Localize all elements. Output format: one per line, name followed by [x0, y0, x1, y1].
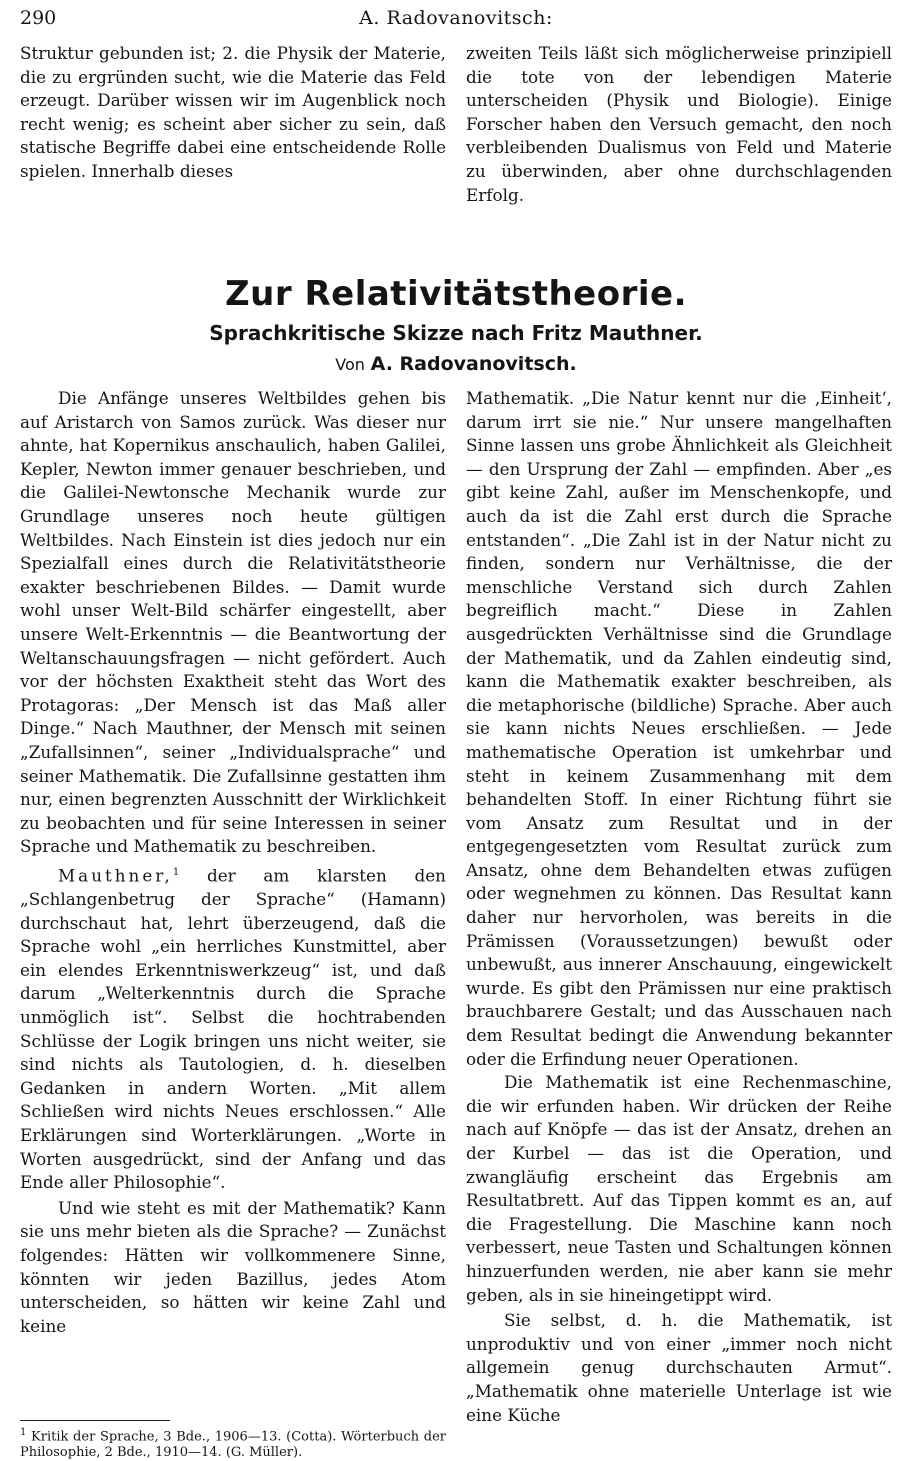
left-column	[20, 387, 446, 1461]
running-head	[20, 6, 892, 42]
footnote-rule	[20, 1420, 170, 1421]
article-author: A. Radovanovitsch.	[370, 353, 577, 375]
continued-left-column	[20, 42, 446, 234]
paragraph: Mathematik. „Die Natur kennt nur die ‚Einheit‘, darum irrt sie nie.“ Nur unsere mangelhaften Sinne lassen uns grobe Ähnlichkeit als Gleichheit — den Ursprung der Zahl — empfinden. Aber „es gibt keine Zahl, außer im Menschenkopfe, und auch da ist die Zahl erst durch die Sprache entstanden“. „Die Zahl ist in der Natur nicht zu finden, sondern nur Verhältnisse, die der menschliche Verstand sich durch Zahlen begreiflich macht.“ Diese in Zahlen ausgedrückten Verhältnisse sind die Grundlage der Mathematik, und da Zahlen eindeutig sind, kann die Mathematik exakter beschreiben, als die metaphorische (bildliche) Sprache. Aber auch sie kann nichts Neues erschließen. — Jede mathematische Operation ist umkehrbar und steht in keinem Zusammenhang mit dem behandelten Stoff. In einer Richtung führt sie vom Ansatz zum Resultat und in der entgegengesetzten vom Resultat zurück zum Ansatz, ohne dem Behandelten etwas zufügen oder wegnehmen zu können. Das Resultat kann daher nur hervorholen, was bereits in die Prämissen (Voraussetzungen) bewußt oder unbewußt, aus innerer Anschauung, eingewickelt wurde. Es gibt den Prämissen nur eine praktisch brauchbarere Gestalt; und das Ausschauen nach dem Resultat bedingt die Anwendung bekannter oder die Erfindung neuer Operationen.	[466, 388, 892, 1069]
paragraph-text: der am klarsten den „Schlangenbetrug der Sprache“ (Hamann) durchschaut hat, lehrt überzeugend, daß die Sprache wohl „ein herrliches Kunstmittel, aber ein elendes Erkenntniswerkzeug“ ist, und daß darum „Welterkenntnis durch die Sprache unmöglich ist“. Selbst die hochtrabenden Schlüsse der Logik bringen uns nicht weiter, sie sind nichts als Tautologien, d. h. dieselben Gedanken in andern Worten. „Mit allem Schließen wird nichts Neues erschlossen.“ Alle Erklärungen sind Worterklärungen. „Worte in Worten ausgedrückt, sind der Anfang und das Ende aller Philosophie“.	[20, 865, 446, 1193]
article-title: Zur Relativitätstheorie.	[225, 274, 687, 314]
footnote	[20, 1425, 446, 1461]
byline-von: Von	[335, 355, 365, 374]
article-byline	[20, 350, 892, 379]
article-heading	[20, 272, 892, 379]
author-name: Mauthner,	[58, 865, 173, 886]
paragraph: Sie selbst, d. h. die Mathematik, ist unproduktiv und von einer „immer noch nicht allgemein genug durchschauten Armut“. „Mathematik ohne materielle Unterlage ist wie eine Küche	[466, 1310, 892, 1425]
paragraph: Und wie steht es mit der Mathematik? Kann sie uns mehr bieten als die Sprache? — Zunächst folgendes: Hätten wir vollkommenere Sinne, könnten wir jeden Bazillus, jedes Atom unterscheiden, so hätten wir keine Zahl und keine	[20, 1197, 446, 1336]
page-number: 290	[20, 7, 57, 29]
continued-left-paragraph: Struktur gebunden ist; 2. die Physik der Materie, die zu ergründen sucht, wie die Materie das Feld erzeugt. Darüber wissen wir im Augenblick noch recht wenig; es scheint aber sicher zu sein, daß statische Begriffe dabei eine entscheidende Rolle spielen. Innerhalb dieses	[20, 43, 446, 181]
continued-right-paragraph: zweiten Teils läßt sich möglicherweise prinzipiell die tote von der lebendigen Materie unterscheiden (Physik und Biologie). Einige Forscher haben den Versuch gemacht, den noch verbleibenden Dualismus von Feld und Materie zu überwinden, aber ohne durchschlagenden Erfolg.	[466, 43, 892, 205]
left-column-text	[20, 387, 446, 1402]
paragraph: Die Anfänge unseres Weltbildes gehen bis auf Aristarch von Samos zurück. Was dieser nur ahnte, hat Kopernikus anschaulich, haben Galilei, Kepler, Newton immer genauer beschrieben, und die Galilei-Newtonsche Mechanik wurde zur Grundlage unseres noch heute gültigen Weltbildes. Nach Einstein ist dies jedoch nur ein Spezialfall eines durch die Relativitätstheorie exakter beschriebenen Bildes. — Damit wurde wohl unser Welt-Bild schärfer eingestellt, aber unsere Welt-Erkenntnis — die Beantwortung der Weltanschauungsfragen — nicht gefördert. Auch vor der höchsten Exaktheit steht das Wort des Protagoras: „Der Mensch ist das Maß aller Dinge.“ Nach Mauthner, der Mensch mit seinen „Zufallsinnen“, seiner „Individualsprache“ und seiner Mathematik. Die Zufallsinne gestatten ihm nur, einen begrenzten Ausschnitt der Wirklichkeit zu beobachten und für seine Interessen in seiner Sprache und Mathematik zu beschreiben.	[20, 388, 446, 857]
continued-right-column	[466, 42, 892, 234]
right-column-text	[466, 387, 892, 1447]
footnote-reference: 1	[172, 866, 180, 878]
paragraph	[20, 861, 446, 1195]
running-title: A. Radovanovitsch:	[359, 7, 553, 29]
article-subtitle: Sprachkritische Skizze nach Fritz Mauthner.	[209, 321, 703, 345]
right-column	[466, 387, 892, 1461]
footnote-text: Kritik der Sprache, 3 Bde., 1906—13. (Cotta). Wörterbuch der Philosophie, 2 Bde., 1910—14. (G. Müller).	[20, 1429, 446, 1461]
footnote-mark: 1	[20, 1427, 27, 1438]
continued-text	[20, 42, 892, 234]
paragraph: Die Mathematik ist eine Rechenmaschine, die wir erfunden haben. Wir drücken der Reihe nach auf Knöpfe — das ist der Ansatz, drehen an der Kurbel — das ist die Operation, und zwangläufig erscheint das Ergebnis am Resultatbrett. Auf das Tippen kommt es an, auf die Fragestellung. Die Maschine kann noch verbessert, neue Tasten und Schaltungen können hinzuerfunden werden, nie aber kann sie mehr geben, als in sie hineingetippt wird.	[466, 1072, 892, 1305]
article-body	[20, 387, 892, 1461]
